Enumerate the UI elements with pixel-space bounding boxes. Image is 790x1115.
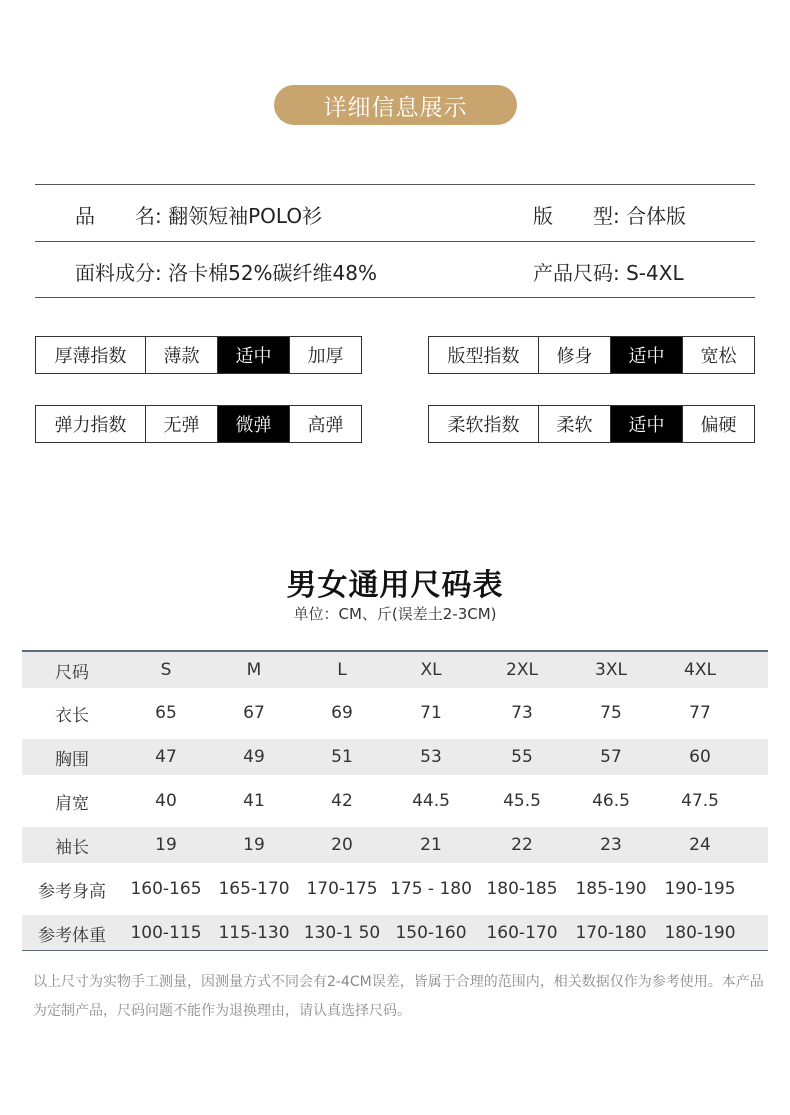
table-cell: 22 <box>511 835 533 855</box>
table-cell: 100-115 <box>130 923 202 943</box>
product-name-row <box>75 200 322 229</box>
table-cell: 77 <box>689 703 711 723</box>
table-row-label: 胸围 <box>55 749 89 770</box>
table-cell: 170-180 <box>575 923 647 943</box>
table-cell: 69 <box>331 703 353 723</box>
table-cell: 21 <box>420 835 442 855</box>
table-cell: 160-170 <box>486 923 558 943</box>
banner-title: 详细信息展示 <box>323 94 468 121</box>
table-header-cell: 4XL <box>684 660 716 680</box>
table-cell: 49 <box>243 747 265 767</box>
table-row <box>22 827 768 863</box>
index-option-selected: 适中 <box>610 406 682 442</box>
table-row-label: 衣长 <box>55 705 89 726</box>
table-cell: 185-190 <box>575 879 647 899</box>
thickness-index <box>35 336 362 374</box>
table-cell: 24 <box>689 835 711 855</box>
index-option: 宽松 <box>682 337 754 373</box>
table-cell: 23 <box>600 835 622 855</box>
index-option: 偏硬 <box>682 406 754 442</box>
table-cell: 73 <box>511 703 533 723</box>
table-row-label: 肩宽 <box>55 793 89 814</box>
table-cell: 44.5 <box>412 791 450 811</box>
table-cell: 47 <box>155 747 177 767</box>
index-label: 柔软指数 <box>447 415 520 436</box>
table-header-cell: XL <box>420 660 442 680</box>
divider <box>35 297 755 298</box>
table-cell: 180-185 <box>486 879 558 899</box>
index-label: 厚薄指数 <box>54 346 127 367</box>
table-cell: 19 <box>243 835 265 855</box>
table-row <box>22 739 768 775</box>
table-cell: 47.5 <box>681 791 719 811</box>
table-header-cell: M <box>246 660 262 680</box>
softness-index <box>428 405 755 443</box>
table-cell: 160-165 <box>130 879 202 899</box>
table-row <box>22 695 768 731</box>
detail-info-banner <box>274 85 517 125</box>
fabric-row <box>75 257 377 286</box>
table-cell: 41 <box>243 791 265 811</box>
product-size-value: S-4XL <box>626 261 684 285</box>
table-cell: 51 <box>331 747 353 767</box>
fabric-label: 面料成分: <box>75 261 162 285</box>
table-cell: 67 <box>243 703 265 723</box>
table-row <box>22 915 768 951</box>
table-row <box>22 871 768 907</box>
index-option: 柔软 <box>538 406 610 442</box>
table-cell: 175 - 180 <box>390 879 472 899</box>
measurement-note: 以上尺寸为实物手工测量，因测量方式不同会有2-4CM误差，皆属于合理的范围内，相关数据仅作为参考使用。本产品为定制产品，尺码问题不能作为退换理由，请认真选择尺码。 <box>33 974 764 1019</box>
table-cell: 45.5 <box>503 791 541 811</box>
table-cell: 60 <box>689 747 711 767</box>
table-cell: 55 <box>511 747 533 767</box>
table-cell: 19 <box>155 835 177 855</box>
table-cell: 130-1 50 <box>303 923 381 943</box>
table-cell: 170-175 <box>306 879 378 899</box>
table-cell: 65 <box>155 703 177 723</box>
table-cell: 71 <box>420 703 442 723</box>
table-header-cell: 2XL <box>506 660 538 680</box>
table-header-cell: S <box>160 660 172 680</box>
index-option: 高弹 <box>289 406 361 442</box>
table-cell: 53 <box>420 747 442 767</box>
fit-type-label: 版 型: <box>533 204 620 228</box>
fit-type-value: 合体版 <box>626 204 687 228</box>
table-cell: 180-190 <box>664 923 736 943</box>
fit-type-row <box>533 200 686 229</box>
size-chart-title: 男女通用尺码表 <box>286 568 504 603</box>
product-name-label: 品 名: <box>75 204 162 228</box>
product-name-value: 翻领短袖POLO衫 <box>168 204 323 228</box>
table-row-label: 参考体重 <box>38 925 106 946</box>
index-option-selected: 适中 <box>610 337 682 373</box>
product-size-row <box>533 257 684 286</box>
table-cell: 165-170 <box>218 879 290 899</box>
divider <box>35 241 755 242</box>
table-cell: 20 <box>331 835 353 855</box>
fabric-value: 洛卡棉52%碳纤维48% <box>168 261 378 285</box>
index-option-selected: 适中 <box>217 337 289 373</box>
table-cell: 115-130 <box>218 923 290 943</box>
product-size-label: 产品尺码: <box>533 261 620 285</box>
table-row-label: 袖长 <box>55 837 89 858</box>
table-cell: 40 <box>155 791 177 811</box>
index-option: 无弹 <box>145 406 217 442</box>
table-row-label: 参考身高 <box>38 881 106 902</box>
index-label: 版型指数 <box>447 346 520 367</box>
divider <box>35 184 755 185</box>
index-label: 弹力指数 <box>54 415 127 436</box>
table-row <box>22 783 768 819</box>
table-header-cell: 尺码 <box>55 662 89 683</box>
table-cell: 190-195 <box>664 879 736 899</box>
table-cell: 42 <box>331 791 353 811</box>
fit-index <box>428 336 755 374</box>
table-header-row <box>22 652 768 688</box>
elasticity-index <box>35 405 362 443</box>
table-cell: 46.5 <box>592 791 630 811</box>
table-header-cell: L <box>337 660 347 680</box>
table-cell: 150-160 <box>395 923 467 943</box>
table-header-cell: 3XL <box>595 660 627 680</box>
table-bottom-border <box>22 950 768 951</box>
index-option-selected: 微弹 <box>217 406 289 442</box>
size-chart-unit: 单位：CM、斤(误差土2-3CM) <box>293 605 497 623</box>
index-option: 修身 <box>538 337 610 373</box>
index-option: 加厚 <box>289 337 361 373</box>
table-cell: 57 <box>600 747 622 767</box>
table-cell: 75 <box>600 703 622 723</box>
index-option: 薄款 <box>145 337 217 373</box>
